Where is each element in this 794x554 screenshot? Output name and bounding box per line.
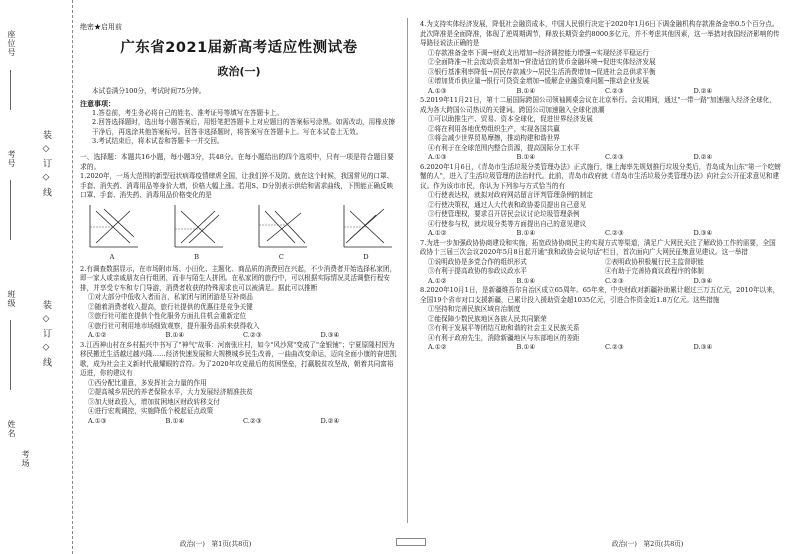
option: ②提高城乡居民的养老保险水平，大力发展经济精准扶贫 xyxy=(88,388,253,397)
answer-c: C.②③ xyxy=(605,229,624,237)
page-2 xyxy=(412,0,790,554)
page-1-footer: 政治(一) 第1页(共8页) xyxy=(180,540,252,548)
option-row xyxy=(420,267,782,277)
binding-strip xyxy=(0,0,73,554)
strip-marks: 装 ◇ 订 ◇ 线 xyxy=(41,300,51,368)
option: ③旅行社可能在提供个性化服务方面扎住机会重新定位 xyxy=(88,312,247,321)
section-title: 一、选择题：本题共16小题，每小题3分，共48分。在每小题给出的四个选项中，只有一项是符合题目要求的。 xyxy=(80,152,394,171)
supply-demand-graph xyxy=(84,203,140,253)
option: ①西分配比重意，多发挥社会力量的作用 xyxy=(88,378,207,387)
option: ①可以助推生产、贸易、资本全球化，促进世界经济发展 xyxy=(428,115,593,123)
graph-b xyxy=(169,203,225,265)
graph-a xyxy=(84,203,140,265)
graph-label: B xyxy=(194,252,200,261)
answer-d: D.②④ xyxy=(693,153,713,161)
graph-label: C xyxy=(278,252,284,261)
option-row xyxy=(420,258,782,268)
answer-b: B.①④ xyxy=(516,86,536,95)
answer-choices xyxy=(80,417,398,427)
option: ②随着消费者收入提高，旅行社提供的优惠往是竞争关键 xyxy=(88,302,253,311)
answer-a: A.①③ xyxy=(88,416,107,425)
option: ④增加货币供应量→银行可贷资金增加→缓解企业融资难问题→推动企业发展 xyxy=(428,77,649,85)
answer-c: C.②③ xyxy=(605,86,624,95)
option: ④有助于完善协商议政程序的体制 xyxy=(605,267,704,275)
option: ③有利于提高政协的参政议政水平 xyxy=(428,267,527,275)
supply-demand-graph xyxy=(169,203,225,253)
answer-b: B.①④ xyxy=(165,331,185,340)
note-item: 2.回答选择题时，选出每小题答案后，用铅笔把答题卡上对应题目的答案标号涂黑。如需改动，用橡皮擦干净后，再选涂其他答案标号。回答非选择题时，将答案写在答题卡上。写在本试卷上无效。 xyxy=(92,118,396,136)
option: ①对大部分中低收入者而言，私家团与团团游是互补商品 xyxy=(88,293,253,302)
option: ②表明政协积极履行民主监督职能 xyxy=(605,257,704,266)
answer-b: B.①④ xyxy=(516,343,536,351)
answer-a: A.①② xyxy=(428,229,447,237)
question-3: 3.江西神山村在乡村振兴中书写了"神气"故事：河南张庄村，如今"风沙窝"变成了"金银铺"；宁夏原隆村因为移民搬迁生活越过越兴隆……经济快速发展和大规模城乡民生改善，一曲曲改变命运，迈向全面小康的奋进凯歌，成为社会主义新时代最耀眼的音符。为了2020年攻克最后的贫困堡垒，打赢脱贫攻坚战，朝着共同富裕迈进，你的建议有 xyxy=(80,340,397,378)
strip-label-name: 姓名 xyxy=(7,420,16,438)
exam-title: 广东省2021届新高考适应性测试卷 xyxy=(120,40,358,56)
supply-demand-graph xyxy=(338,203,394,253)
exam-info: 本试卷满分100分，考试时间75分钟。 xyxy=(92,87,206,95)
strip-label-room: 考场 xyxy=(21,450,30,468)
page-2-footer: 政治(一) 第2页(共8页) xyxy=(612,540,684,548)
answer-c: C.②③ xyxy=(605,276,624,285)
strip-line xyxy=(10,320,11,390)
option: ③行使管理权，要求召开居民会议讨论垃圾管理条例 xyxy=(428,210,580,218)
option: ②全面降准→社会流动资金增加→营造适宜的货币金融环境→促进实体经济发展 xyxy=(428,58,656,66)
option: ①说明政协是多党合作的组织形式 xyxy=(428,257,527,266)
answer-choices xyxy=(420,277,782,287)
graph-label: D xyxy=(363,252,369,261)
option: ④进行宏观调控，实施降低个税起征点政策 xyxy=(88,407,214,416)
supply-demand-graph xyxy=(253,203,309,253)
option: ③加大财政投入，增加贫困地区财政转移支付 xyxy=(88,397,220,406)
option: ④行使参与权，就垃圾分类等方面提出自己的意见建议 xyxy=(428,219,587,228)
graph-label: A xyxy=(109,252,115,261)
answer-choices xyxy=(420,87,782,97)
center-box xyxy=(396,538,426,546)
option: ④有利于政府先生，消除新疆地区与东部地区的差距 xyxy=(428,333,580,342)
option: ①行使表达权，就拟对政府网站留言评判管理条例的制定 xyxy=(428,191,593,199)
graph-d xyxy=(338,203,394,265)
notes-title: 注意事项： xyxy=(80,98,115,108)
answer-d: D.③④ xyxy=(320,331,340,340)
strip-line xyxy=(10,180,11,240)
option: ③银行基准利率降低→居民存款减少→居民生活消费增加→促进社会总供求平衡 xyxy=(428,67,656,76)
answer-choices xyxy=(80,331,398,341)
option: ②将在利用各地优势组织生产，实现各国共赢 xyxy=(428,124,560,133)
answer-c: C.②③ xyxy=(243,331,262,340)
answer-d: D.③④ xyxy=(693,229,713,237)
answer-b: B.①④ xyxy=(516,153,536,161)
answer-a: A.①③ xyxy=(428,153,447,161)
answer-c: C.②③ xyxy=(605,343,624,351)
question-1: 1.2020年，一场大范围的新型冠状病毒疫情肆虐全国，让我们猝不及防。就在这个时候，我国常见的口罩、手套、消失药、消毒用品等身价大增，价格大幅上涨。若用S、D分别表示供给和需求曲线，下图能正确反映口罩、手套、消失药、消毒用品价格变化的是 xyxy=(80,172,394,200)
option: ④有利于在全球范围内整合资源，提高国际分工水平 xyxy=(428,143,580,152)
question-4: 4.为支持实体经济发展，降低社会融资成本，中国人民银行决定于2020年1月6日下调金融机构存款准备金率0.5个百分点。此次降准是全面降准，体现了逆周期调节，释放长期资金约8000多亿元，并不考虑其他因素，这一举措对我国经济影响的传导路径说法正确的是 xyxy=(420,20,780,47)
option: ③有利于发展平等团结互助和谐的社会主义民族关系 xyxy=(428,324,580,332)
answer-a: A.①③ xyxy=(428,86,447,95)
note-item: 1.答卷前，考生务必将自己的姓名、准考证号等填写在答题卡上。 xyxy=(92,108,283,117)
answer-choices xyxy=(420,229,782,239)
option: ②行使决策权，通过人大代表和政协委员提出自己意见 xyxy=(428,200,587,209)
option: ①存款准备金率下调→财政支出增加→经济调控能力增强→实现经济平稳运行 xyxy=(428,48,649,57)
secret-label: 绝密★启用前 xyxy=(80,23,122,31)
exam-subject: 政治(一) xyxy=(217,65,261,78)
answer-c: C.②③ xyxy=(605,153,624,161)
option: ④旅行社可利用地市场细致观察，提升服务品质来获得收入 xyxy=(88,321,260,330)
strip-line xyxy=(10,70,11,110)
strip-marks: 装 ◇ 订 ◇ 线 xyxy=(41,130,51,198)
option: ①坚持和完善民族区域自治制度 xyxy=(428,305,521,313)
question-8: 8.2020年10月1日，是新疆维吾尔自治区成立65周年。65年来，中央财政对新疆补助累计超过三万五亿元，2010年以来，全国19个省市对口支援新疆，已累计投入援助资金超1035亿元，引进合作资金近1.8万亿元。这些措施 xyxy=(420,286,780,304)
strip-label-id: 考号 xyxy=(7,150,16,168)
answer-choices xyxy=(420,343,782,353)
option: ②能保障少数民族地区各族人民共同繁荣 xyxy=(428,314,547,323)
answer-c: C.②③ xyxy=(243,416,262,425)
answer-d: D.③④ xyxy=(693,276,713,285)
answer-d: D.②④ xyxy=(693,86,713,95)
answer-a: A.①② xyxy=(88,331,107,340)
page-divider xyxy=(407,18,408,523)
question-7: 7.为进一步加强政协协商建设和实施，拓宽政协协商民主的实现方式等渠道，满足广大网民关注了解政协工作的需要，全国政协十三届三次会议2020年5月8日起开通"我和政协会说句话"栏目，首次面向广大网民征集意见建议。这一举措 xyxy=(420,238,776,256)
question-1-graphs xyxy=(84,203,394,265)
answer-b: B.①④ xyxy=(165,416,185,425)
answer-a: A.①② xyxy=(428,343,447,351)
strip-label-class: 班级 xyxy=(7,290,16,308)
answer-choices xyxy=(420,153,782,163)
answer-d: D.②④ xyxy=(320,416,340,425)
strip-label-seat: 座位号 xyxy=(7,30,16,57)
graph-c xyxy=(253,203,309,265)
answer-d: D.③④ xyxy=(693,343,713,351)
answer-a: A.①② xyxy=(428,276,447,285)
option: ③将会减少世界贸易摩擦，推动构建和谐世界 xyxy=(428,134,560,142)
page-1 xyxy=(74,0,404,554)
answer-b: B.①④ xyxy=(516,276,536,285)
question-2: 2.有调查数据显示，在市场附市场、小田化、主题化、商品质的消费回在兴起，不少消费者开始选择私家团，即一家人或亲戚朋友自行组团，而非与陌生人拼团。在私家团的旅行中，可以根据实际情况灵活调整行程安排，并享受专车和专门导游，消费者收获的特殊需求也可以被满足。据此可以推断 xyxy=(80,264,397,292)
question-5: 5.2019年11月21日，第十二届国际跨国公司领袖圆桌会议在北京举行。会议期间，通过"一带一路"加速融入经济全球化，成为各大跨国公司热议的关键词。跨国公司加速融入全球化浪潮 xyxy=(420,96,776,114)
note-item: 3.考试结束后，将本试卷和答题卡一并交回。 xyxy=(92,137,224,146)
question-6: 6.2020年1月6日，《青岛市生活垃圾分类管理办法》正式施行，继上海率先规划推行垃圾分类后，青岛成为山东"第一个吃螃蟹的人"，进入了生活垃圾管理的法治时代。此前，青岛市政府就《青岛市生活垃圾分类管理办法》向社会公开征求意见和建议。作为该市市民，你认为下列参与方式恰当的有 xyxy=(420,162,781,190)
answer-b: B.①④ xyxy=(516,229,536,237)
